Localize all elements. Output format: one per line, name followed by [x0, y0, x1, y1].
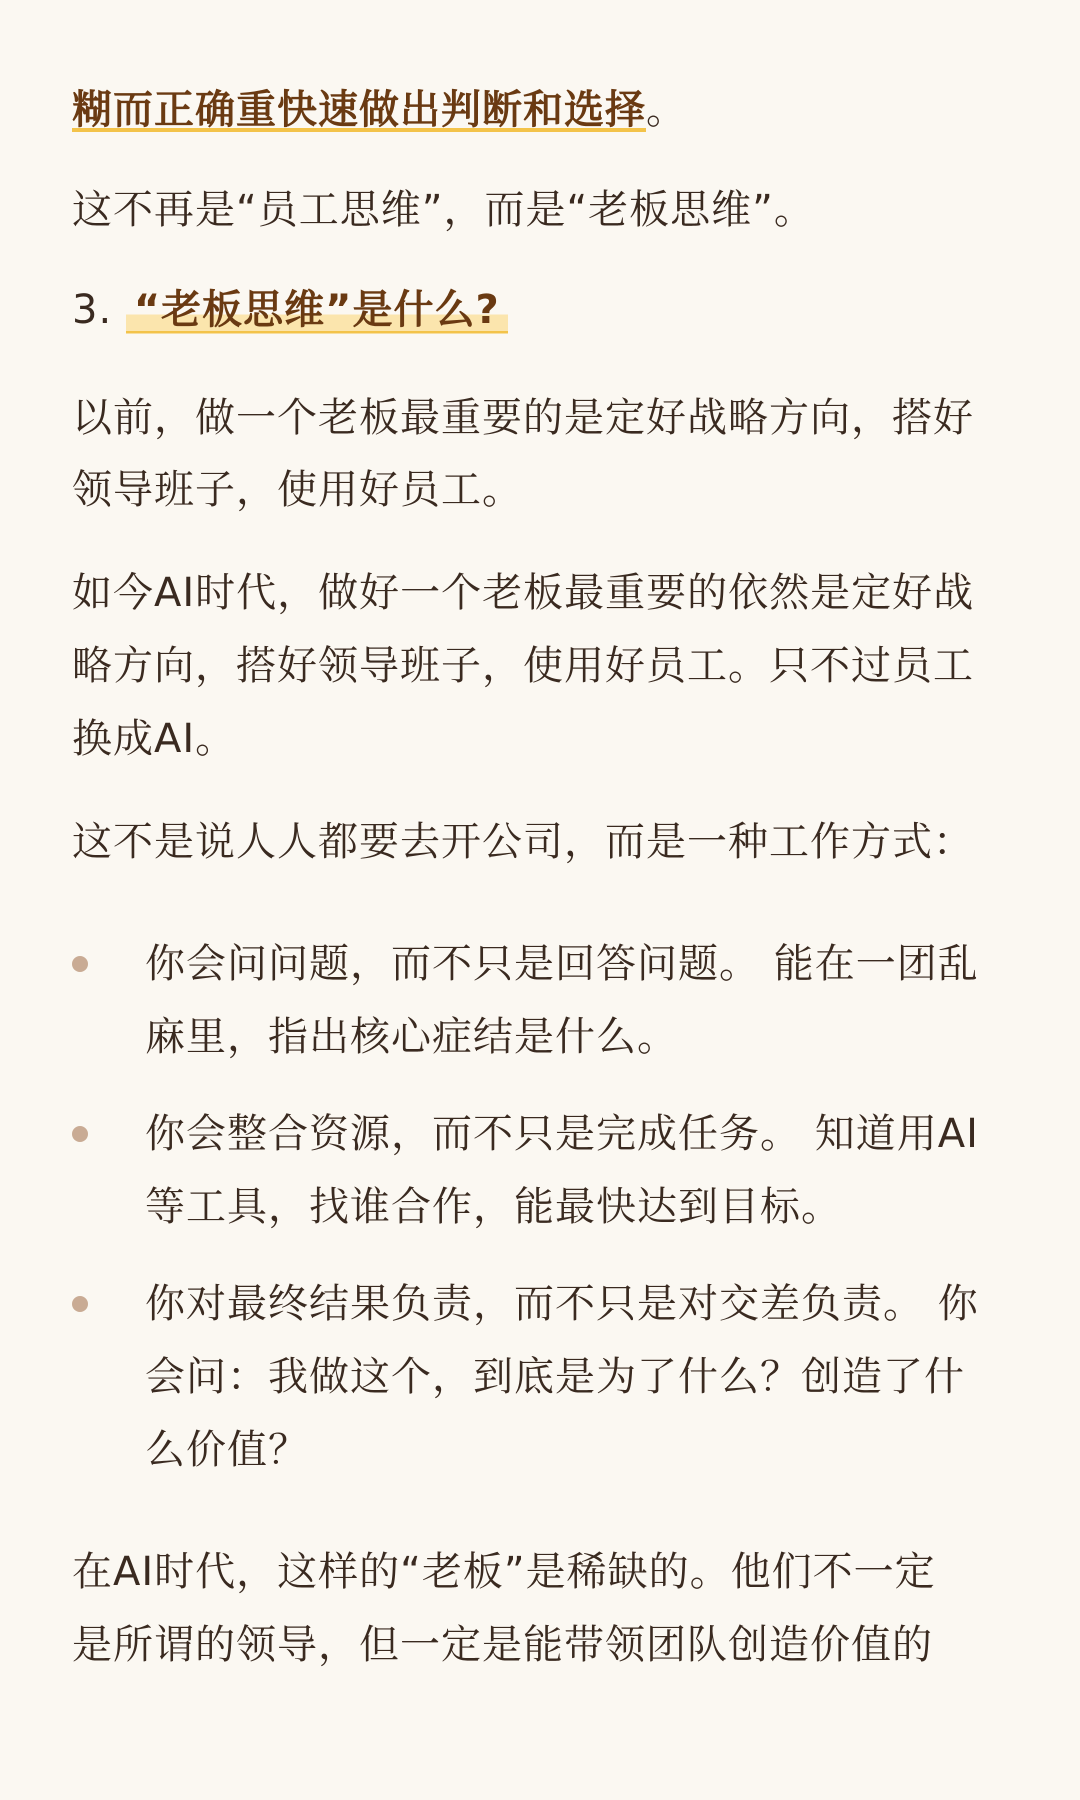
bullet-2-line-1: 你会整合资源，而不只是完成任务。 知道用AI	[145, 1111, 979, 1157]
bullet-2-line-2: 等工具，找谁合作，能最快达到目标。	[145, 1184, 842, 1230]
paragraph-5: 这不是说人人都要去开公司，而是一种工作方式：	[72, 819, 974, 865]
heading-text: “老板思维”是什么?	[126, 287, 508, 337]
bullet-3-line-2: 会问：我做这个，到底是为了什么？创造了什	[145, 1354, 965, 1400]
paragraph-3-line-2: 领导班子，使用好员工。	[72, 467, 523, 513]
paragraph-1-tail: 。	[646, 87, 687, 133]
paragraph-3-line-1: 以前，做一个老板最重要的是定好战略方向，搭好	[72, 395, 974, 441]
paragraph-4-line-1: 如今AI时代，做好一个老板最重要的依然是定好战	[72, 570, 975, 616]
bullet-3-line-1: 你对最终结果负责，而不只是对交差负责。 你	[145, 1281, 979, 1327]
paragraph-2: 这不再是“员工思维”，而是“老板思维”。	[72, 187, 815, 233]
paragraph-6-line-2: 是所谓的领导，但一定是能带领团队创造价值的	[72, 1622, 933, 1668]
section-heading	[72, 282, 508, 338]
bullet-1-line-1: 你会问问题，而不只是回答问题。 能在一团乱	[145, 941, 979, 987]
bullet-dot	[72, 956, 88, 972]
paragraph-4-line-2: 略方向，搭好领导班子，使用好员工。只不过员工	[72, 643, 974, 689]
bullet-3-line-3: 么价值？	[145, 1427, 309, 1473]
paragraph-1	[72, 82, 687, 138]
paragraph-6-line-1: 在AI时代，这样的“老板”是稀缺的。他们不一定	[72, 1549, 936, 1595]
highlighted-phrase: 糊而正确重快速做出判断和选择	[72, 87, 646, 137]
bullet-dot	[72, 1296, 88, 1312]
paragraph-4-line-3: 换成AI。	[72, 716, 237, 762]
bullet-1-line-2: 麻里，指出核心症结是什么。	[145, 1014, 678, 1060]
bullet-dot	[72, 1126, 88, 1142]
heading-number: 3.	[72, 287, 126, 333]
